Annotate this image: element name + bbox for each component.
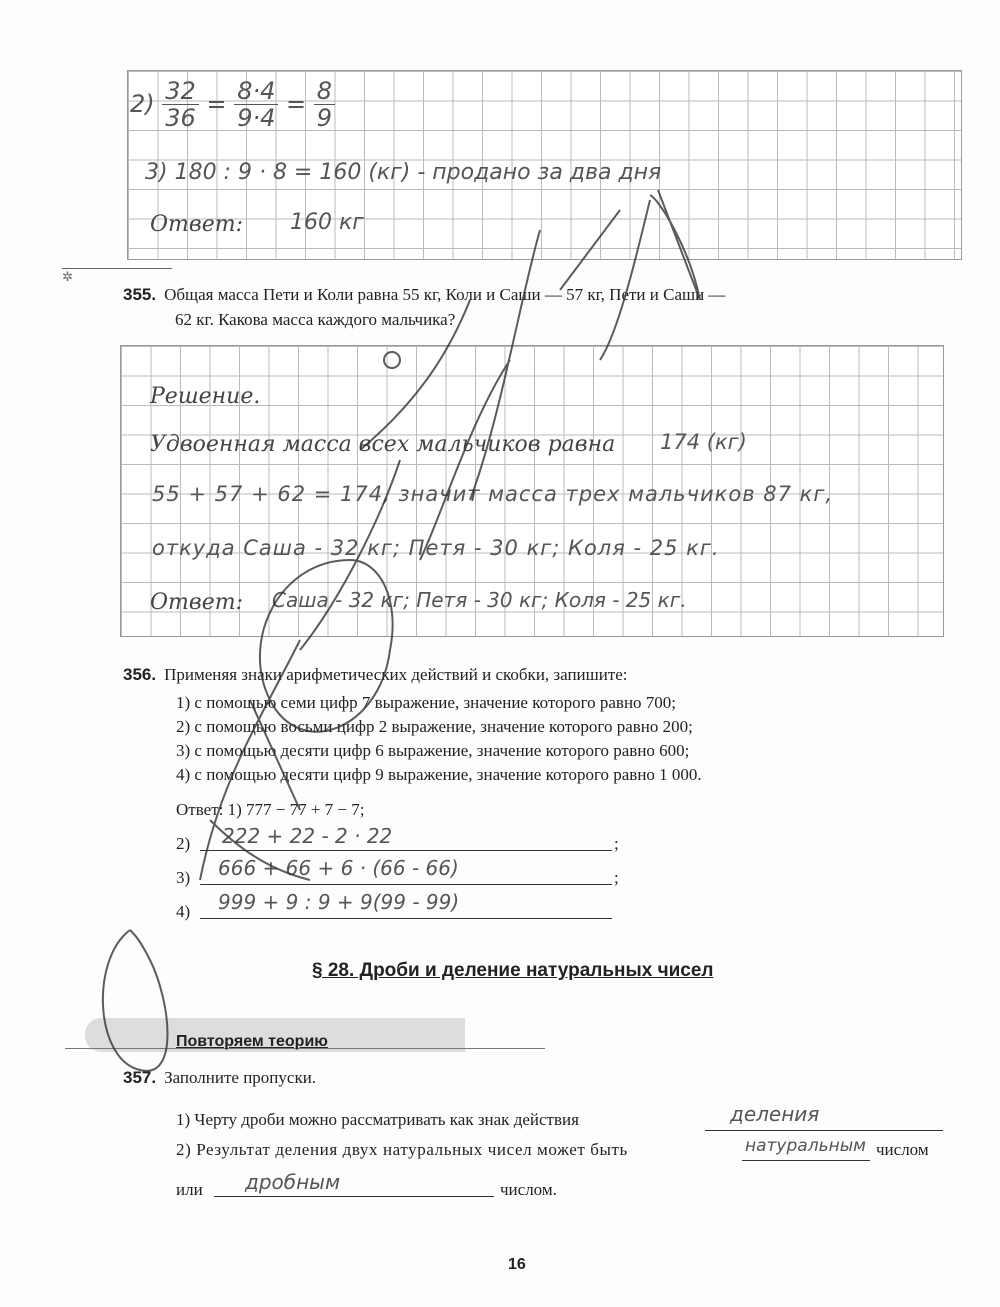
fraction bbox=[314, 78, 335, 132]
item: 3) с помощью десяти цифр 6 выражение, значение которого равно 600; bbox=[176, 741, 690, 760]
solution-label: Решение. bbox=[150, 384, 261, 409]
answer-3-value: 666 + 66 + 6 · (66 - 66) bbox=[218, 856, 459, 880]
theory-label: Повторяем теорию bbox=[176, 1033, 328, 1050]
problem-357 bbox=[123, 1068, 316, 1088]
printed-line: Удвоенная масса всех мальчиков равна bbox=[150, 432, 616, 457]
item: 2) с помощью восьми цифр 2 выражение, значение которого равно 200; bbox=[176, 717, 693, 736]
blank-1-answer: деления bbox=[730, 1102, 820, 1126]
item-3-end: числом. bbox=[500, 1180, 557, 1199]
blank-3-answer: дробным bbox=[245, 1170, 341, 1194]
item: 4) с помощью десяти цифр 9 выражение, значение которого равно 1 000. bbox=[176, 765, 702, 784]
answer-2-value: 222 + 22 - 2 · 22 bbox=[222, 824, 393, 848]
denominator: 9 bbox=[316, 104, 333, 133]
page-number: 16 bbox=[508, 1256, 526, 1273]
problem-number: 355. bbox=[123, 285, 157, 304]
problem-number: 357. bbox=[123, 1068, 157, 1087]
problem-number: 356. bbox=[123, 665, 157, 684]
numerator: 32 bbox=[162, 78, 199, 105]
answer-4-line bbox=[200, 918, 612, 919]
problem-text: Заполните пропуски. bbox=[164, 1068, 317, 1087]
answer-2-end: ; bbox=[614, 834, 619, 853]
answer-prefix: Ответ: 1) 777 − 77 + 7 − 7; bbox=[176, 800, 365, 819]
hw-line1: 55 + 57 + 62 = 174, значит масса трех мальчиков 87 кг, bbox=[152, 482, 834, 506]
step-2: 2) $\frac{32}{36}$ = $\frac{8\cdot 4}{9\cdot 4}$ = $\frac{8}{9}$ bbox=[130, 78, 335, 132]
item-3-start: или bbox=[176, 1180, 203, 1199]
section-title-text: § 28. Дроби и деление натуральных чисел bbox=[312, 960, 714, 981]
problem-text: Общая масса Пети и Коли равна 55 кг, Коли и Саши — 57 кг, Пети и Саши — bbox=[164, 285, 726, 304]
problem-356 bbox=[123, 665, 628, 685]
answer-3-label: 3) bbox=[176, 868, 191, 887]
problem-355-line2: 62 кг. Какова масса каждого мальчика? bbox=[175, 310, 456, 329]
star-marker: ✲ bbox=[62, 268, 172, 285]
answer-2-label: 2) bbox=[176, 834, 191, 853]
answer-label: Ответ: bbox=[150, 212, 243, 237]
step2-label: 2) bbox=[130, 89, 155, 118]
problem-text: Применяя знаки арифметических действий и скобки, запишите: bbox=[164, 665, 628, 684]
answer-3-end: ; bbox=[614, 868, 619, 887]
step-3: 3) 180 : 9 · 8 = 160 (кг) - продано за два дня bbox=[145, 160, 662, 185]
blank-3 bbox=[214, 1196, 494, 1197]
denominator: 9·4 bbox=[237, 104, 276, 133]
answer-4-label: 4) bbox=[176, 902, 191, 921]
item: 1) с помощью семи цифр 7 выражение, значение которого равно 700; bbox=[176, 693, 677, 712]
fraction bbox=[234, 78, 278, 132]
fraction bbox=[162, 78, 199, 132]
answer-2-line bbox=[200, 850, 612, 851]
numerator: 8·4 bbox=[234, 78, 278, 105]
answer-4-value: 999 + 9 : 9 + 9(99 - 99) bbox=[218, 890, 460, 914]
answer-value: 160 кг bbox=[290, 210, 364, 235]
hw-value: 174 (кг) bbox=[660, 430, 747, 454]
item-2-end: числом bbox=[876, 1140, 929, 1159]
answer-value: Саша - 32 кг; Петя - 30 кг; Коля - 25 кг. bbox=[272, 588, 687, 612]
blank-1 bbox=[705, 1130, 943, 1131]
numerator: 8 bbox=[314, 78, 335, 105]
answer-3-line bbox=[200, 884, 612, 885]
hw-line2: откуда Саша - 32 кг; Петя - 30 кг; Коля - 25 кг. bbox=[152, 536, 720, 560]
item-1: 1) Черту дроби можно рассматривать как знак действия bbox=[176, 1110, 579, 1129]
item-2: 2) Результат деления двух натуральных чисел может быть bbox=[176, 1140, 628, 1159]
blank-2 bbox=[742, 1160, 870, 1161]
denominator: 36 bbox=[165, 104, 196, 133]
answer-label: Ответ: bbox=[150, 590, 243, 615]
problem-355 bbox=[123, 285, 725, 305]
blank-2-answer: натуральным bbox=[745, 1136, 866, 1156]
section-title bbox=[312, 960, 713, 982]
